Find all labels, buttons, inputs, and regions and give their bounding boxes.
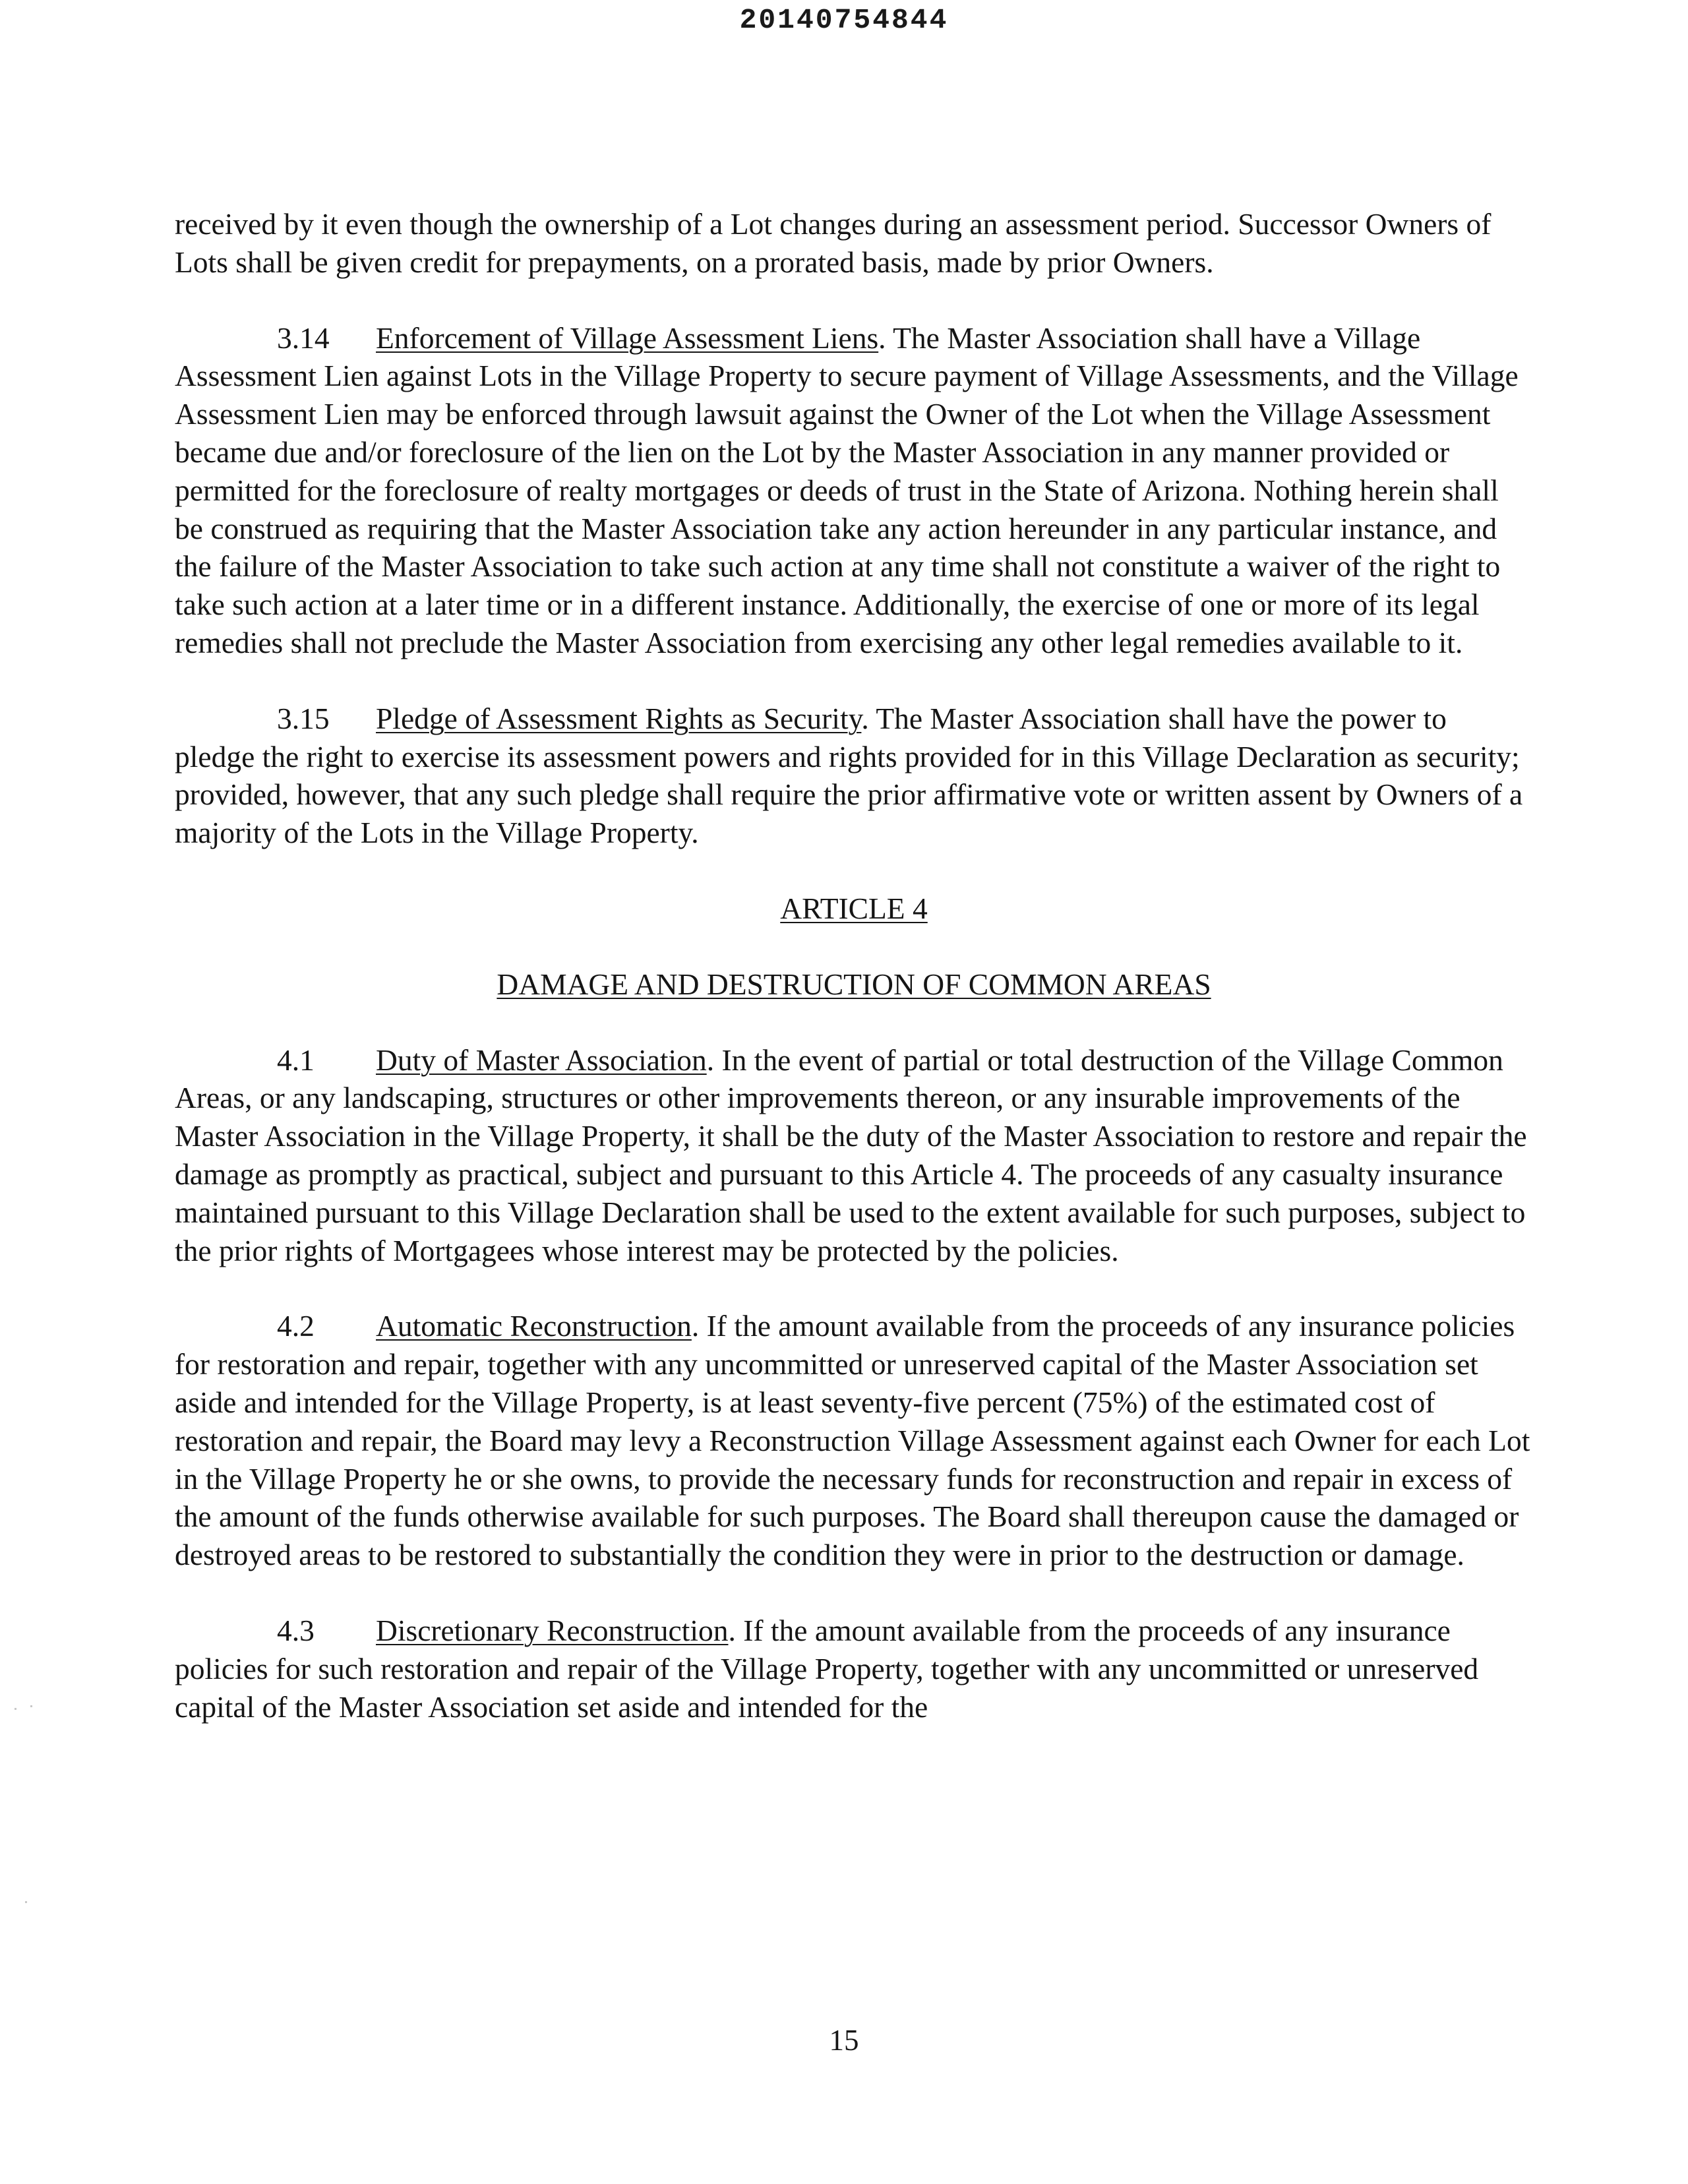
scan-artifact (30, 1705, 32, 1707)
section-3-15 (175, 700, 1533, 852)
section-number: 4.2 (277, 1309, 315, 1343)
continuation-paragraph: received by it even though the ownership of a Lot changes during an assessment period. Successor Owners of Lots shall be given credit for prepayments, on a prorated basis, made by prior Owners. (175, 207, 1492, 279)
section-number: 3.14 (277, 320, 330, 355)
section-heading: Duty of Master Association (376, 1043, 707, 1077)
page-number: 15 (829, 2024, 859, 2057)
article-label: ARTICLE 4 (780, 891, 928, 925)
section-heading: Automatic Reconstruction (376, 1309, 692, 1343)
section-body: . If the amount available from the proceeds of any insurance policies for restoration and repair, together with any uncommitted or unreserved capital of the Master Association set aside and intended for the Village Property, is at least seventy-five percent (75%) of the estimated cost of restoration and repair, the Board may levy a Reconstruction Village Assessment against each Owner for each Lot in the Village Property he or she owns, to provide the necessary funds for reconstruction and repair in excess of the amount of the funds otherwise available for such purposes. The Board shall thereupon cause the damaged or destroyed areas to be restored to substantially the condition they were in prior to the destruction or damage. (175, 1309, 1530, 1572)
section-4-1 (175, 1041, 1533, 1270)
section-heading: Discretionary Reconstruction (376, 1613, 729, 1647)
section-body: . The Master Association shall have a Village Assessment Lien against Lots in the Village Property to secure payment of Village Assessments, and the Village Assessment Lien may be enforced through lawsuit against the Owner of the Lot when the Village Assessment became due and/or foreclosure of the lien on the Lot by the Master Association in any manner provided or permitted for the foreclosure of realty mortgages or deeds of trust in the State of Arizona. Nothing herein shall be construed as requiring that the Master Association take any action hereunder in any particular instance, and the failure of the Master Association to take such action at any time shall not constitute a waiver of the right to take such action at a later time or in a different instance. Additionally, the exercise of one or more of its legal remedies shall not preclude the Master Association from exercising any other legal remedies available to it. (175, 320, 1519, 659)
section-number: 4.1 (277, 1043, 315, 1077)
section-3-14 (175, 319, 1533, 662)
section-heading: Pledge of Assessment Rights as Security (376, 701, 862, 735)
section-number: 3.15 (277, 701, 330, 735)
section-4-2 (175, 1307, 1533, 1574)
scan-artifact (25, 1901, 27, 1903)
section-body: . The Master Association shall have the power to pledge the right to exercise its assessment powers and rights provided for in this Village Declaration as security; provided, however, that any such pledge shall require the prior affirmative vote or written assent by Owners of a majority of the Lots in the Village Property. (175, 701, 1523, 850)
document-number: 20140754844 (739, 4, 949, 36)
section-body: . In the event of partial or total destruction of the Village Common Areas, or any landscaping, structures or other improvements thereon, or any insurable improvements of the Master Association in the Village Property, it shall be the duty of the Master Association to restore and repair the damage as promptly as practical, subject and pursuant to this Article 4. The proceeds of any casualty insurance maintained pursuant to this Village Declaration shall be used to the extent available for such purposes, subject to the prior rights of Mortgagees whose interest may be protected by the policies. (175, 1043, 1527, 1267)
section-4-3 (175, 1612, 1533, 1726)
section-heading: Enforcement of Village Assessment Liens (376, 320, 879, 355)
section-body: . If the amount available from the proceeds of any insurance policies for such restoration and repair of the Village Property, together with any uncommitted or unreserved capital of the Master Association set aside and intended for the (175, 1613, 1479, 1724)
scan-artifact (15, 1708, 16, 1710)
page-body (175, 205, 1533, 1763)
section-number: 4.3 (277, 1613, 315, 1647)
article-title: DAMAGE AND DESTRUCTION OF COMMON AREAS (497, 967, 1211, 1001)
